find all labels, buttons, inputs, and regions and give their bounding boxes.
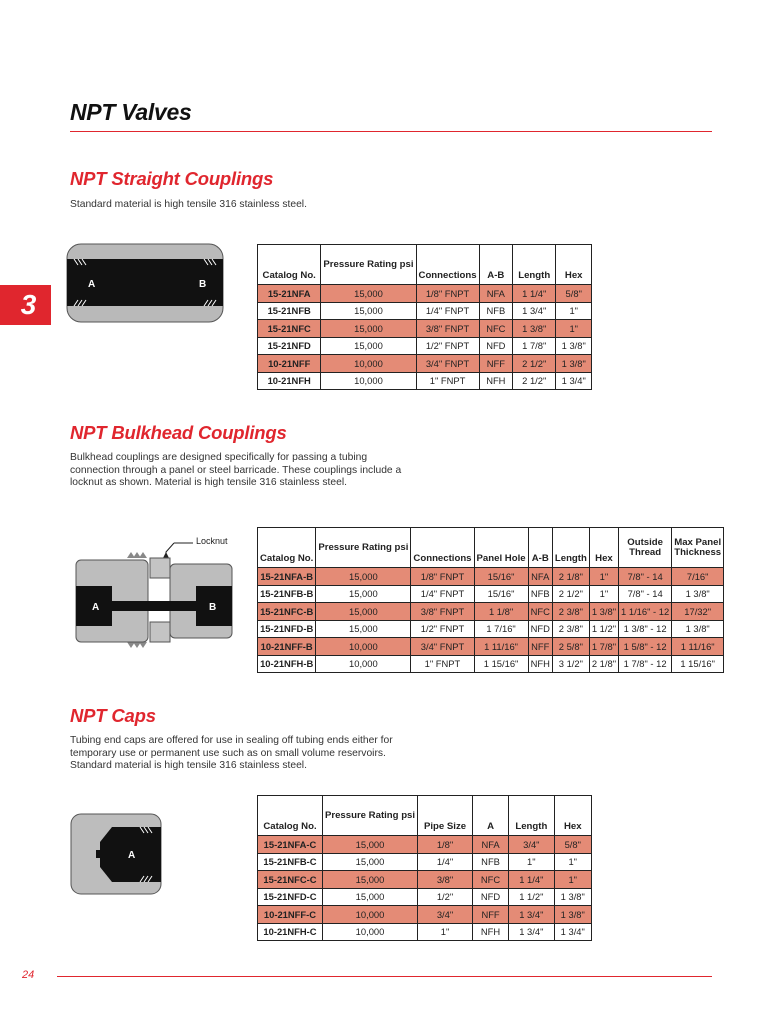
diagram-label-a: A xyxy=(88,279,96,290)
table-cell-pipe_size: 1" xyxy=(418,923,473,941)
section-title-caps: NPT Caps xyxy=(70,705,156,726)
title-divider xyxy=(70,131,712,132)
table-cell-pressure: 15,000 xyxy=(322,888,417,906)
table-cell-catalog: 15-21NFB xyxy=(258,302,321,320)
table-cell-panel_hole: 1 7/16" xyxy=(474,620,528,638)
table-cell-length: 2 1/2" xyxy=(552,585,589,603)
table-cell-catalog: 15-21NFA xyxy=(258,285,321,303)
table-row xyxy=(258,568,724,586)
table-cell-catalog: 10-21NFF xyxy=(258,355,321,373)
table-cell-pressure: 10,000 xyxy=(316,638,411,656)
table-cell-hex: 5/8" xyxy=(554,836,592,854)
table-row xyxy=(258,285,592,303)
table-row xyxy=(258,655,724,673)
table-cell-pressure: 10,000 xyxy=(316,655,411,673)
table-cell-thickness: 1 3/8" xyxy=(672,620,724,638)
table-cell-length: 1 3/4" xyxy=(509,923,554,941)
table-cell-pipe_size: 3/4" xyxy=(418,906,473,924)
col-header-pressure: Pressure Rating psi xyxy=(322,796,417,836)
diagram-label-a: A xyxy=(92,602,100,613)
table-cell-hex: 1 3/8" xyxy=(554,888,592,906)
table-cell-thread: 7/8" - 14 xyxy=(619,585,672,603)
table-row xyxy=(258,906,592,924)
table-cell-length: 1 1/4" xyxy=(509,871,554,889)
col-header-length: Length xyxy=(552,528,589,568)
table-cell-pressure: 15,000 xyxy=(316,568,411,586)
diagram-label-b: B xyxy=(209,602,217,613)
table-cell-hex: 1 3/4" xyxy=(556,372,592,390)
table-row xyxy=(258,638,724,656)
table-cell-a: NFB xyxy=(472,853,508,871)
table-cell-pressure: 15,000 xyxy=(321,285,416,303)
table-cell-length: 1 1/4" xyxy=(513,285,556,303)
table-cell-hex: 1" xyxy=(556,302,592,320)
chapter-tab: 3 xyxy=(0,285,51,325)
table-cell-length: 1 3/4" xyxy=(513,302,556,320)
table-cell-length: 2 5/8" xyxy=(552,638,589,656)
table-cell-connections: 1" FNPT xyxy=(411,655,474,673)
table-row xyxy=(258,320,592,338)
table-cell-ab: NFD xyxy=(479,337,512,355)
table-cell-hex: 5/8" xyxy=(556,285,592,303)
table-header-row xyxy=(258,528,724,568)
table-cell-length: 3/4" xyxy=(509,836,554,854)
table-cell-hex: 2 1/8" xyxy=(589,655,618,673)
table-cell-thread: 1 3/8" - 12 xyxy=(619,620,672,638)
table-cell-ab: NFH xyxy=(528,655,552,673)
table-cell-catalog: 15-21NFC-B xyxy=(258,603,316,621)
table-cell-pressure: 15,000 xyxy=(322,836,417,854)
table-cell-a: NFC xyxy=(472,871,508,889)
table-cell-catalog: 15-21NFD-B xyxy=(258,620,316,638)
table-cell-length: 2 1/2" xyxy=(513,355,556,373)
table-cell-ab: NFF xyxy=(479,355,512,373)
col-header-connections: Connections xyxy=(411,528,474,568)
table-cell-catalog: 10-21NFF-B xyxy=(258,638,316,656)
table-cell-pressure: 15,000 xyxy=(316,585,411,603)
table-cell-hex: 1" xyxy=(554,853,592,871)
col-header-panel-hole: Panel Hole xyxy=(474,528,528,568)
table-row xyxy=(258,923,592,941)
straight-coupling-diagram xyxy=(66,243,224,323)
table-cell-pressure: 10,000 xyxy=(321,355,416,373)
table-cell-pressure: 15,000 xyxy=(322,853,417,871)
table-cell-length: 2 3/8" xyxy=(552,620,589,638)
table-cell-pressure: 10,000 xyxy=(322,923,417,941)
col-header-length: Length xyxy=(513,245,556,285)
table-cell-hex: 1" xyxy=(589,568,618,586)
table-cell-pipe_size: 1/8" xyxy=(418,836,473,854)
straight-couplings-table xyxy=(257,244,592,390)
table-cell-ab: NFB xyxy=(528,585,552,603)
table-cell-pressure: 10,000 xyxy=(321,372,416,390)
footer-divider xyxy=(57,976,712,977)
locknut-label: Locknut xyxy=(196,536,228,546)
cap-diagram xyxy=(70,812,166,898)
table-cell-a: NFH xyxy=(472,923,508,941)
section-title-bulkhead-couplings: NPT Bulkhead Couplings xyxy=(70,422,287,443)
table-cell-hex: 1 1/2" xyxy=(589,620,618,638)
col-header-length: Length xyxy=(509,796,554,836)
table-row xyxy=(258,620,724,638)
table-cell-thread: 1 7/8" - 12 xyxy=(619,655,672,673)
table-cell-pressure: 15,000 xyxy=(321,337,416,355)
table-cell-connections: 3/8" FNPT xyxy=(411,603,474,621)
table-cell-panel_hole: 1 1/8" xyxy=(474,603,528,621)
table-cell-ab: NFH xyxy=(479,372,512,390)
table-cell-thickness: 1 15/16" xyxy=(672,655,724,673)
col-header-ab: A-B xyxy=(528,528,552,568)
table-header-row xyxy=(258,796,592,836)
bulkhead-couplings-description: Bulkhead couplings are designed specifically for passing a tubing connection through a panel or steel barricade. These couplings include a locknut as shown. Material is high tensile 316 stainless steel. xyxy=(70,452,402,489)
table-cell-catalog: 15-21NFA-C xyxy=(258,836,323,854)
col-header-hex: Hex xyxy=(556,245,592,285)
table-header-row xyxy=(258,245,592,285)
table-row xyxy=(258,302,592,320)
table-cell-panel_hole: 1 11/16" xyxy=(474,638,528,656)
table-cell-connections: 1/8" FNPT xyxy=(416,285,479,303)
table-cell-pipe_size: 1/2" xyxy=(418,888,473,906)
col-header-pipe-size: Pipe Size xyxy=(418,796,473,836)
table-cell-connections: 1/4" FNPT xyxy=(416,302,479,320)
table-row xyxy=(258,871,592,889)
table-cell-connections: 1" FNPT xyxy=(416,372,479,390)
table-cell-connections: 3/8" FNPT xyxy=(416,320,479,338)
table-cell-connections: 3/4" FNPT xyxy=(411,638,474,656)
col-header-a: A xyxy=(472,796,508,836)
table-cell-catalog: 15-21NFB-B xyxy=(258,585,316,603)
table-cell-thread: 1 5/8" - 12 xyxy=(619,638,672,656)
table-row xyxy=(258,888,592,906)
caps-table xyxy=(257,795,592,941)
table-row xyxy=(258,585,724,603)
page-title: NPT Valves xyxy=(70,99,192,125)
col-header-pressure: Pressure Rating psi xyxy=(316,528,411,568)
table-cell-catalog: 15-21NFA-B xyxy=(258,568,316,586)
col-header-pressure: Pressure Rating psi xyxy=(321,245,416,285)
table-cell-thickness: 7/16" xyxy=(672,568,724,586)
col-header-hex: Hex xyxy=(554,796,592,836)
table-cell-hex: 1 7/8" xyxy=(589,638,618,656)
table-cell-pressure: 10,000 xyxy=(322,906,417,924)
table-cell-catalog: 15-21NFD-C xyxy=(258,888,323,906)
section-title-straight-couplings: NPT Straight Couplings xyxy=(70,168,274,189)
table-cell-pressure: 15,000 xyxy=(316,603,411,621)
table-cell-length: 2 3/8" xyxy=(552,603,589,621)
table-cell-ab: NFC xyxy=(528,603,552,621)
table-cell-ab: NFD xyxy=(528,620,552,638)
table-cell-a: NFD xyxy=(472,888,508,906)
bulkhead-coupling-diagram xyxy=(70,530,250,672)
table-cell-hex: 1" xyxy=(589,585,618,603)
table-cell-length: 1" xyxy=(509,853,554,871)
table-cell-hex: 1 3/8" xyxy=(589,603,618,621)
straight-couplings-description: Standard material is high tensile 316 stainless steel. xyxy=(70,199,307,210)
col-header-catalog: Catalog No. xyxy=(258,796,323,836)
table-cell-thickness: 1 3/8" xyxy=(672,585,724,603)
table-row xyxy=(258,603,724,621)
table-row xyxy=(258,372,592,390)
table-cell-catalog: 15-21NFC-C xyxy=(258,871,323,889)
col-header-catalog: Catalog No. xyxy=(258,245,321,285)
table-cell-a: NFF xyxy=(472,906,508,924)
table-cell-pressure: 15,000 xyxy=(321,320,416,338)
table-cell-thread: 7/8" - 14 xyxy=(619,568,672,586)
table-cell-ab: NFB xyxy=(479,302,512,320)
col-header-hex: Hex xyxy=(589,528,618,568)
table-cell-hex: 1 3/8" xyxy=(554,906,592,924)
table-cell-connections: 1/8" FNPT xyxy=(411,568,474,586)
table-cell-thickness: 17/32" xyxy=(672,603,724,621)
table-cell-ab: NFC xyxy=(479,320,512,338)
table-cell-hex: 1" xyxy=(554,871,592,889)
bulkhead-couplings-table xyxy=(257,527,724,673)
page-number: 24 xyxy=(22,969,35,981)
table-cell-pipe_size: 3/8" xyxy=(418,871,473,889)
table-cell-connections: 1/4" FNPT xyxy=(411,585,474,603)
table-cell-length: 3 1/2" xyxy=(552,655,589,673)
table-cell-connections: 1/2" FNPT xyxy=(411,620,474,638)
table-row xyxy=(258,337,592,355)
table-cell-hex: 1 3/8" xyxy=(556,337,592,355)
caps-description: Tubing end caps are offered for use in sealing off tubing ends either for temporary use or permanent use such as on small volume reservoirs. Standard material is high tensile 316 stainless steel. xyxy=(70,735,393,772)
table-cell-ab: NFF xyxy=(528,638,552,656)
col-header-max-panel-thickness: Max Panel Thickness xyxy=(672,528,724,568)
table-cell-length: 1 3/4" xyxy=(509,906,554,924)
table-cell-thread: 1 1/16" - 12 xyxy=(619,603,672,621)
table-cell-length: 1 3/8" xyxy=(513,320,556,338)
table-row xyxy=(258,355,592,373)
table-cell-hex: 1 3/8" xyxy=(556,355,592,373)
table-cell-connections: 3/4" FNPT xyxy=(416,355,479,373)
table-cell-catalog: 15-21NFB-C xyxy=(258,853,323,871)
table-cell-pipe_size: 1/4" xyxy=(418,853,473,871)
table-cell-length: 1 1/2" xyxy=(509,888,554,906)
table-cell-catalog: 10-21NFH-B xyxy=(258,655,316,673)
table-cell-thickness: 1 11/16" xyxy=(672,638,724,656)
table-cell-catalog: 15-21NFD xyxy=(258,337,321,355)
table-cell-catalog: 10-21NFF-C xyxy=(258,906,323,924)
table-row xyxy=(258,853,592,871)
table-cell-a: NFA xyxy=(472,836,508,854)
table-cell-hex: 1" xyxy=(556,320,592,338)
table-cell-catalog: 15-21NFC xyxy=(258,320,321,338)
table-cell-ab: NFA xyxy=(479,285,512,303)
col-header-outside-thread: Outside Thread xyxy=(619,528,672,568)
table-row xyxy=(258,836,592,854)
table-cell-ab: NFA xyxy=(528,568,552,586)
table-cell-pressure: 15,000 xyxy=(316,620,411,638)
table-cell-hex: 1 3/4" xyxy=(554,923,592,941)
col-header-ab: A-B xyxy=(479,245,512,285)
table-cell-panel_hole: 15/16" xyxy=(474,568,528,586)
table-cell-length: 2 1/2" xyxy=(513,372,556,390)
table-cell-length: 2 1/8" xyxy=(552,568,589,586)
col-header-catalog: Catalog No. xyxy=(258,528,316,568)
table-cell-pressure: 15,000 xyxy=(322,871,417,889)
table-cell-connections: 1/2" FNPT xyxy=(416,337,479,355)
table-cell-panel_hole: 1 15/16" xyxy=(474,655,528,673)
table-cell-catalog: 10-21NFH-C xyxy=(258,923,323,941)
table-cell-length: 1 7/8" xyxy=(513,337,556,355)
table-cell-pressure: 15,000 xyxy=(321,302,416,320)
diagram-label-a: A xyxy=(128,850,136,861)
table-cell-catalog: 10-21NFH xyxy=(258,372,321,390)
table-cell-panel_hole: 15/16" xyxy=(474,585,528,603)
diagram-label-b: B xyxy=(199,279,207,290)
col-header-connections: Connections xyxy=(416,245,479,285)
